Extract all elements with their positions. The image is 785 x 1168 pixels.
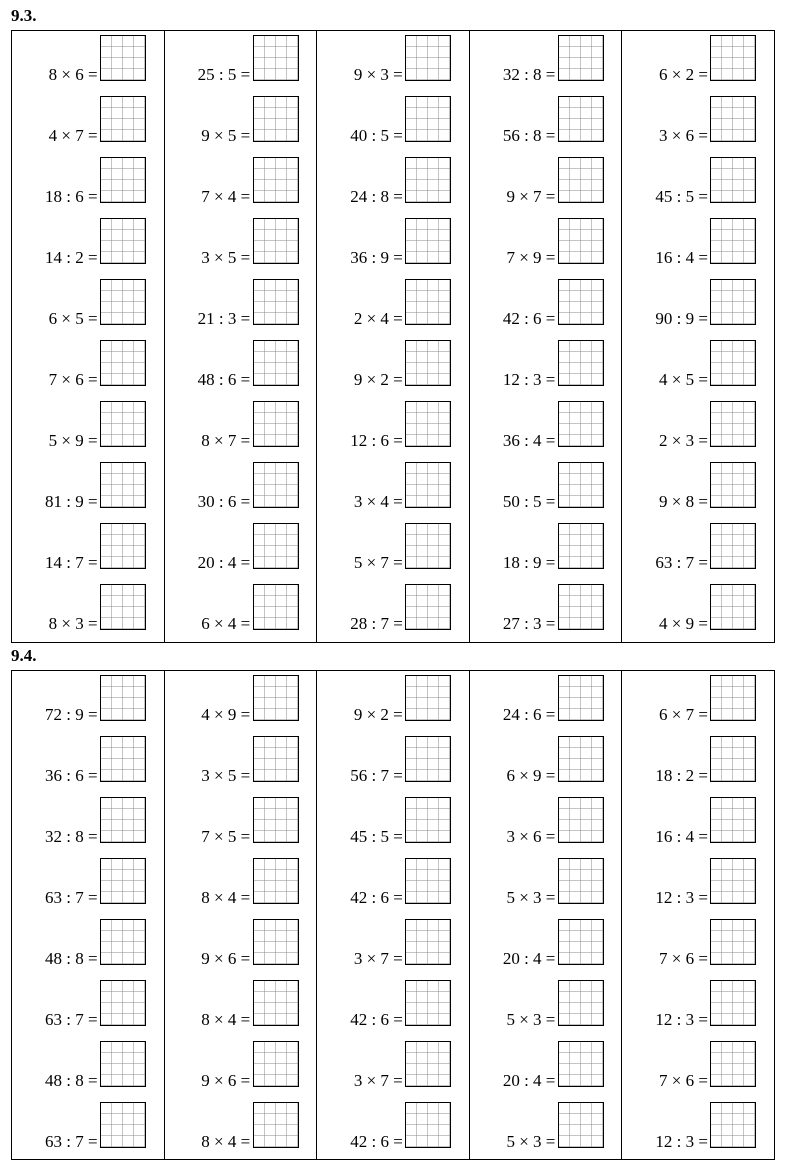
exercise-item <box>470 976 622 1037</box>
expression: 21 : 3 = <box>197 309 251 328</box>
exercise-item <box>470 793 622 854</box>
exercise-item <box>165 153 317 214</box>
answer-box[interactable] <box>558 1041 604 1087</box>
answer-box[interactable] <box>558 218 604 264</box>
expression: 27 : 3 = <box>502 614 556 633</box>
exercise-item <box>12 92 164 153</box>
answer-box[interactable] <box>710 584 756 630</box>
exercise-item <box>622 732 774 793</box>
answer-box[interactable] <box>253 218 299 264</box>
exercise-table-9-3 <box>11 30 775 643</box>
answer-box[interactable] <box>558 858 604 904</box>
exercise-item <box>12 1098 164 1159</box>
answer-box[interactable] <box>253 35 299 81</box>
answer-box[interactable] <box>253 523 299 569</box>
expression: 8 × 6 = <box>48 65 98 84</box>
exercise-item <box>165 519 317 580</box>
exercise-item <box>622 854 774 915</box>
expression: 7 × 5 = <box>201 827 251 846</box>
expression: 8 × 4 = <box>201 1132 251 1151</box>
expression: 48 : 8 = <box>45 1071 98 1090</box>
expression: 32 : 8 = <box>502 65 556 84</box>
expression: 6 × 5 = <box>48 309 98 328</box>
expression: 4 × 9 = <box>201 705 251 724</box>
answer-box[interactable] <box>253 96 299 142</box>
answer-box[interactable] <box>100 858 146 904</box>
exercise-item <box>165 214 317 275</box>
expression: 8 × 4 = <box>201 888 251 907</box>
exercise-item <box>622 1037 774 1098</box>
exercise-item <box>317 519 469 580</box>
exercise-column <box>12 671 165 1159</box>
exercise-item <box>317 153 469 214</box>
answer-box[interactable] <box>253 279 299 325</box>
answer-box[interactable] <box>710 1102 756 1148</box>
answer-box[interactable] <box>100 218 146 264</box>
exercise-item <box>622 976 774 1037</box>
answer-box[interactable] <box>100 279 146 325</box>
answer-box[interactable] <box>405 1041 451 1087</box>
expression: 12 : 6 = <box>350 431 403 450</box>
answer-box[interactable] <box>405 462 451 508</box>
exercise-item <box>317 854 469 915</box>
expression: 7 × 6 = <box>48 370 98 389</box>
exercise-item <box>12 854 164 915</box>
expression: 32 : 8 = <box>45 827 98 846</box>
exercise-item <box>622 92 774 153</box>
expression: 56 : 7 = <box>350 766 403 785</box>
exercise-item <box>317 671 469 732</box>
exercise-item <box>470 214 622 275</box>
expression: 6 × 7 = <box>659 705 708 724</box>
exercise-column <box>165 671 318 1159</box>
answer-box[interactable] <box>405 980 451 1026</box>
exercise-item <box>470 519 622 580</box>
expression: 36 : 9 = <box>350 248 403 267</box>
expression: 9 × 2 = <box>353 705 403 724</box>
expression: 3 × 5 = <box>201 766 251 785</box>
expression: 6 × 2 = <box>659 65 708 84</box>
answer-box[interactable] <box>405 96 451 142</box>
answer-box[interactable] <box>253 675 299 721</box>
answer-box[interactable] <box>100 35 146 81</box>
exercise-item <box>622 915 774 976</box>
answer-box[interactable] <box>710 980 756 1026</box>
answer-box[interactable] <box>405 35 451 81</box>
exercise-item <box>165 854 317 915</box>
answer-box[interactable] <box>100 675 146 721</box>
answer-box[interactable] <box>710 96 756 142</box>
expression: 56 : 8 = <box>502 126 556 145</box>
expression: 9 × 2 = <box>353 370 403 389</box>
expression: 12 : 3 = <box>655 888 708 907</box>
expression: 48 : 6 = <box>197 370 251 389</box>
expression: 9 × 7 = <box>506 187 556 206</box>
expression: 7 × 6 = <box>659 1071 708 1090</box>
answer-box[interactable] <box>100 523 146 569</box>
exercise-item <box>470 275 622 336</box>
expression: 5 × 3 = <box>506 1010 556 1029</box>
expression: 28 : 7 = <box>350 614 403 633</box>
answer-box[interactable] <box>710 462 756 508</box>
expression: 45 : 5 = <box>350 827 403 846</box>
exercise-item <box>12 275 164 336</box>
exercise-item <box>317 915 469 976</box>
answer-box[interactable] <box>253 980 299 1026</box>
answer-box[interactable] <box>710 523 756 569</box>
expression: 8 × 3 = <box>48 614 98 633</box>
exercise-column <box>165 31 318 642</box>
answer-box[interactable] <box>100 157 146 203</box>
answer-box[interactable] <box>558 980 604 1026</box>
exercise-column <box>317 31 470 642</box>
exercise-item <box>165 793 317 854</box>
exercise-item <box>317 214 469 275</box>
answer-box[interactable] <box>558 279 604 325</box>
expression: 7 × 4 = <box>201 187 251 206</box>
answer-box[interactable] <box>558 797 604 843</box>
exercise-item <box>470 854 622 915</box>
exercise-item <box>470 153 622 214</box>
exercise-item <box>12 580 164 641</box>
expression: 16 : 4 = <box>655 248 708 267</box>
answer-box[interactable] <box>100 797 146 843</box>
exercise-item <box>317 336 469 397</box>
expression: 8 × 4 = <box>201 1010 251 1029</box>
answer-box[interactable] <box>710 35 756 81</box>
expression: 20 : 4 = <box>197 553 251 572</box>
answer-box[interactable] <box>405 218 451 264</box>
expression: 42 : 6 = <box>350 1010 403 1029</box>
answer-box[interactable] <box>710 218 756 264</box>
answer-box[interactable] <box>253 462 299 508</box>
exercise-item <box>470 336 622 397</box>
answer-box[interactable] <box>710 157 756 203</box>
expression: 40 : 5 = <box>350 126 403 145</box>
expression: 14 : 7 = <box>45 553 98 572</box>
answer-box[interactable] <box>100 462 146 508</box>
answer-box[interactable] <box>710 1041 756 1087</box>
expression: 12 : 3 = <box>502 370 556 389</box>
expression: 12 : 3 = <box>655 1010 708 1029</box>
answer-box[interactable] <box>558 1102 604 1148</box>
answer-box[interactable] <box>558 157 604 203</box>
expression: 20 : 4 = <box>502 949 556 968</box>
expression: 9 × 3 = <box>353 65 403 84</box>
expression: 3 × 7 = <box>353 1071 403 1090</box>
answer-box[interactable] <box>558 340 604 386</box>
expression: 63 : 7 = <box>655 553 708 572</box>
exercise-item <box>622 580 774 641</box>
answer-box[interactable] <box>710 279 756 325</box>
exercise-item <box>317 397 469 458</box>
exercise-item <box>12 732 164 793</box>
exercise-item <box>165 1037 317 1098</box>
answer-box[interactable] <box>100 1041 146 1087</box>
exercise-item <box>165 458 317 519</box>
answer-box[interactable] <box>100 1102 146 1148</box>
exercise-item <box>317 31 469 92</box>
expression: 50 : 5 = <box>502 492 556 511</box>
answer-box[interactable] <box>710 401 756 447</box>
exercise-item <box>622 397 774 458</box>
answer-box[interactable] <box>710 919 756 965</box>
expression: 3 × 6 = <box>506 827 556 846</box>
exercise-item <box>317 976 469 1037</box>
answer-box[interactable] <box>100 96 146 142</box>
expression: 45 : 5 = <box>655 187 708 206</box>
expression: 9 × 6 = <box>201 1071 251 1090</box>
expression: 36 : 6 = <box>45 766 98 785</box>
answer-box[interactable] <box>253 157 299 203</box>
expression: 2 × 3 = <box>659 431 708 450</box>
exercise-column <box>470 31 623 642</box>
expression: 5 × 9 = <box>48 431 98 450</box>
section-title-9-3: 9.3. <box>11 6 37 25</box>
exercise-column <box>622 671 774 1159</box>
expression: 12 : 3 = <box>655 1132 708 1151</box>
exercise-column <box>622 31 774 642</box>
answer-box[interactable] <box>710 858 756 904</box>
answer-box[interactable] <box>405 919 451 965</box>
exercise-item <box>12 397 164 458</box>
exercise-item <box>165 92 317 153</box>
expression: 7 × 6 = <box>659 949 708 968</box>
answer-box[interactable] <box>405 797 451 843</box>
exercise-item <box>622 336 774 397</box>
answer-box[interactable] <box>558 35 604 81</box>
exercise-item <box>12 458 164 519</box>
answer-box[interactable] <box>710 797 756 843</box>
expression: 3 × 6 = <box>659 126 708 145</box>
expression: 4 × 7 = <box>48 126 98 145</box>
exercise-item <box>622 519 774 580</box>
expression: 5 × 7 = <box>353 553 403 572</box>
answer-box[interactable] <box>558 736 604 782</box>
answer-box[interactable] <box>253 919 299 965</box>
exercise-item <box>12 153 164 214</box>
exercise-item <box>12 519 164 580</box>
expression: 3 × 4 = <box>353 492 403 511</box>
answer-box[interactable] <box>100 401 146 447</box>
answer-box[interactable] <box>405 279 451 325</box>
answer-box[interactable] <box>558 523 604 569</box>
expression: 6 × 9 = <box>506 766 556 785</box>
exercise-item <box>470 92 622 153</box>
exercise-item <box>470 732 622 793</box>
answer-box[interactable] <box>558 919 604 965</box>
answer-box[interactable] <box>405 523 451 569</box>
answer-box[interactable] <box>405 736 451 782</box>
expression: 9 × 6 = <box>201 949 251 968</box>
exercise-item <box>622 275 774 336</box>
answer-box[interactable] <box>253 584 299 630</box>
exercise-item <box>622 153 774 214</box>
expression: 63 : 7 = <box>45 1010 98 1029</box>
exercise-item <box>12 31 164 92</box>
expression: 20 : 4 = <box>502 1071 556 1090</box>
expression: 4 × 5 = <box>659 370 708 389</box>
answer-box[interactable] <box>558 462 604 508</box>
exercise-item <box>317 1037 469 1098</box>
expression: 24 : 6 = <box>502 705 556 724</box>
exercise-item <box>622 458 774 519</box>
exercise-item <box>165 31 317 92</box>
section-title-9-4: 9.4. <box>11 646 37 665</box>
answer-box[interactable] <box>253 736 299 782</box>
exercise-item <box>12 336 164 397</box>
answer-box[interactable] <box>405 340 451 386</box>
exercise-item <box>470 458 622 519</box>
exercise-item <box>12 1037 164 1098</box>
exercise-item <box>12 214 164 275</box>
answer-box[interactable] <box>710 340 756 386</box>
exercise-item <box>165 336 317 397</box>
answer-box[interactable] <box>100 736 146 782</box>
expression: 18 : 6 = <box>45 187 98 206</box>
answer-box[interactable] <box>558 584 604 630</box>
exercise-item <box>470 1037 622 1098</box>
exercise-item <box>12 976 164 1037</box>
exercise-item <box>317 1098 469 1159</box>
exercise-table-9-4 <box>11 670 775 1160</box>
exercise-column <box>317 671 470 1159</box>
exercise-item <box>165 732 317 793</box>
expression: 7 × 9 = <box>506 248 556 267</box>
exercise-item <box>165 976 317 1037</box>
answer-box[interactable] <box>710 675 756 721</box>
answer-box[interactable] <box>253 401 299 447</box>
exercise-item <box>317 275 469 336</box>
exercise-item <box>165 397 317 458</box>
expression: 36 : 4 = <box>502 431 556 450</box>
answer-box[interactable] <box>558 96 604 142</box>
expression: 24 : 8 = <box>350 187 403 206</box>
exercise-item <box>622 671 774 732</box>
answer-box[interactable] <box>405 401 451 447</box>
exercise-item <box>165 580 317 641</box>
answer-box[interactable] <box>100 919 146 965</box>
expression: 42 : 6 = <box>350 1132 403 1151</box>
expression: 5 × 3 = <box>506 1132 556 1151</box>
exercise-item <box>165 1098 317 1159</box>
answer-box[interactable] <box>100 340 146 386</box>
expression: 25 : 5 = <box>197 65 251 84</box>
exercise-item <box>317 92 469 153</box>
expression: 18 : 9 = <box>502 553 556 572</box>
expression: 6 × 4 = <box>201 614 251 633</box>
exercise-item <box>622 1098 774 1159</box>
expression: 42 : 6 = <box>502 309 556 328</box>
expression: 8 × 7 = <box>201 431 251 450</box>
answer-box[interactable] <box>558 401 604 447</box>
exercise-item <box>622 793 774 854</box>
answer-box[interactable] <box>100 584 146 630</box>
expression: 3 × 5 = <box>201 248 251 267</box>
answer-box[interactable] <box>253 1041 299 1087</box>
answer-box[interactable] <box>253 1102 299 1148</box>
expression: 48 : 8 = <box>45 949 98 968</box>
exercise-item <box>165 915 317 976</box>
exercise-item <box>165 275 317 336</box>
exercise-item <box>317 458 469 519</box>
exercise-item <box>317 580 469 641</box>
answer-box[interactable] <box>405 675 451 721</box>
expression: 18 : 2 = <box>655 766 708 785</box>
answer-box[interactable] <box>253 340 299 386</box>
expression: 72 : 9 = <box>45 705 98 724</box>
exercise-item <box>470 580 622 641</box>
expression: 90 : 9 = <box>655 309 708 328</box>
expression: 81 : 9 = <box>45 492 98 511</box>
exercise-item <box>165 671 317 732</box>
exercise-item <box>470 1098 622 1159</box>
exercise-item <box>470 671 622 732</box>
answer-box[interactable] <box>253 797 299 843</box>
expression: 3 × 7 = <box>353 949 403 968</box>
exercise-item <box>622 214 774 275</box>
expression: 9 × 8 = <box>659 492 708 511</box>
exercise-item <box>12 793 164 854</box>
answer-box[interactable] <box>710 736 756 782</box>
expression: 2 × 4 = <box>353 309 403 328</box>
expression: 42 : 6 = <box>350 888 403 907</box>
answer-box[interactable] <box>253 858 299 904</box>
exercise-item <box>12 671 164 732</box>
expression: 9 × 5 = <box>201 126 251 145</box>
exercise-item <box>12 915 164 976</box>
expression: 5 × 3 = <box>506 888 556 907</box>
exercise-item <box>317 732 469 793</box>
expression: 14 : 2 = <box>45 248 98 267</box>
answer-box[interactable] <box>100 980 146 1026</box>
expression: 30 : 6 = <box>197 492 251 511</box>
exercise-item <box>622 31 774 92</box>
expression: 4 × 9 = <box>659 614 708 633</box>
answer-box[interactable] <box>405 157 451 203</box>
exercise-item <box>470 915 622 976</box>
answer-box[interactable] <box>405 1102 451 1148</box>
exercise-item <box>470 397 622 458</box>
exercise-column <box>470 671 623 1159</box>
expression: 16 : 4 = <box>655 827 708 846</box>
answer-box[interactable] <box>405 858 451 904</box>
expression: 63 : 7 = <box>45 888 98 907</box>
expression: 63 : 7 = <box>45 1132 98 1151</box>
answer-box[interactable] <box>405 584 451 630</box>
exercise-item <box>470 31 622 92</box>
exercise-column <box>12 31 165 642</box>
exercise-item <box>317 793 469 854</box>
answer-box[interactable] <box>558 675 604 721</box>
